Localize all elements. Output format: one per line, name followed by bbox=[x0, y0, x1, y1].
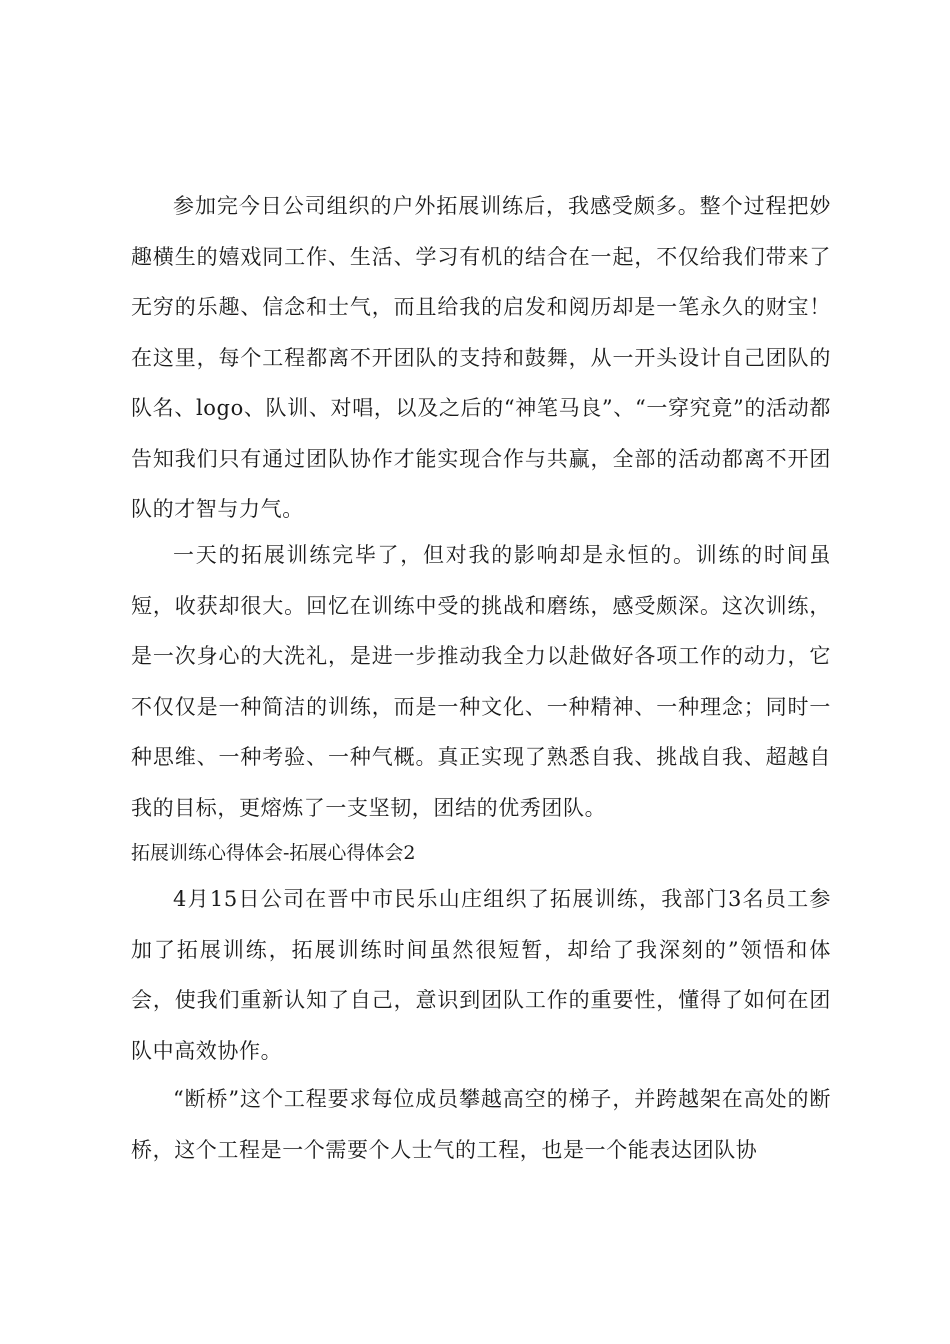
section-heading: 拓展训练心得体会-拓展心得体会2 bbox=[131, 842, 416, 864]
paragraph-3: 4月15日公司在晋中市民乐山庄组织了拓展训练，我部门3名员工参加了拓展训练，拓展训练时间虽然很短暂，却给了我深刻的”领悟和体会，使我们重新认知了自己，意识到团队工作的重要性，懂得了如何在团队中高效协作。 bbox=[131, 887, 831, 1063]
paragraph-1: 参加完今日公司组织的户外拓展训练后，我感受颇多。整个过程把妙趣横生的嬉戏同工作、生活、学习有机的结合在一起，不仅给我们带来了无穷的乐趣、信念和士气，而且给我的启发和阅历却是一笔永久的财宝！在这里，每个工程都离不开团队的支持和鼓舞，从一开头设计自己团队的队名、logo、队训、对唱，以及之后的“神笔马良”、“一穿究竟”的活动都告知我们只有通过团队协作才能实现合作与共赢，全部的活动都离不开团队的才智与力气。 bbox=[131, 194, 831, 521]
paragraph-4: “断桥”这个工程要求每位成员攀越高空的梯子，并跨越架在高处的断桥，这个工程是一个需要个人士气的工程，也是一个能表达团队协 bbox=[131, 1087, 831, 1162]
paragraph-2: 一天的拓展训练完毕了，但对我的影响却是永恒的。训练的时间虽短，收获却很大。回忆在训练中受的挑战和磨练，感受颇深。这次训练，是一次身心的大洗礼，是进一步推动我全力以赴做好各项工作的动力，它不仅仅是一种简洁的训练，而是一种文化、一种精神、一种理念；同时一种思维、一种考验、一种气概。真正实现了熟悉自我、挑战自我、超越自我的目标，更熔炼了一支坚韧，团结的优秀团队。 bbox=[131, 543, 831, 820]
